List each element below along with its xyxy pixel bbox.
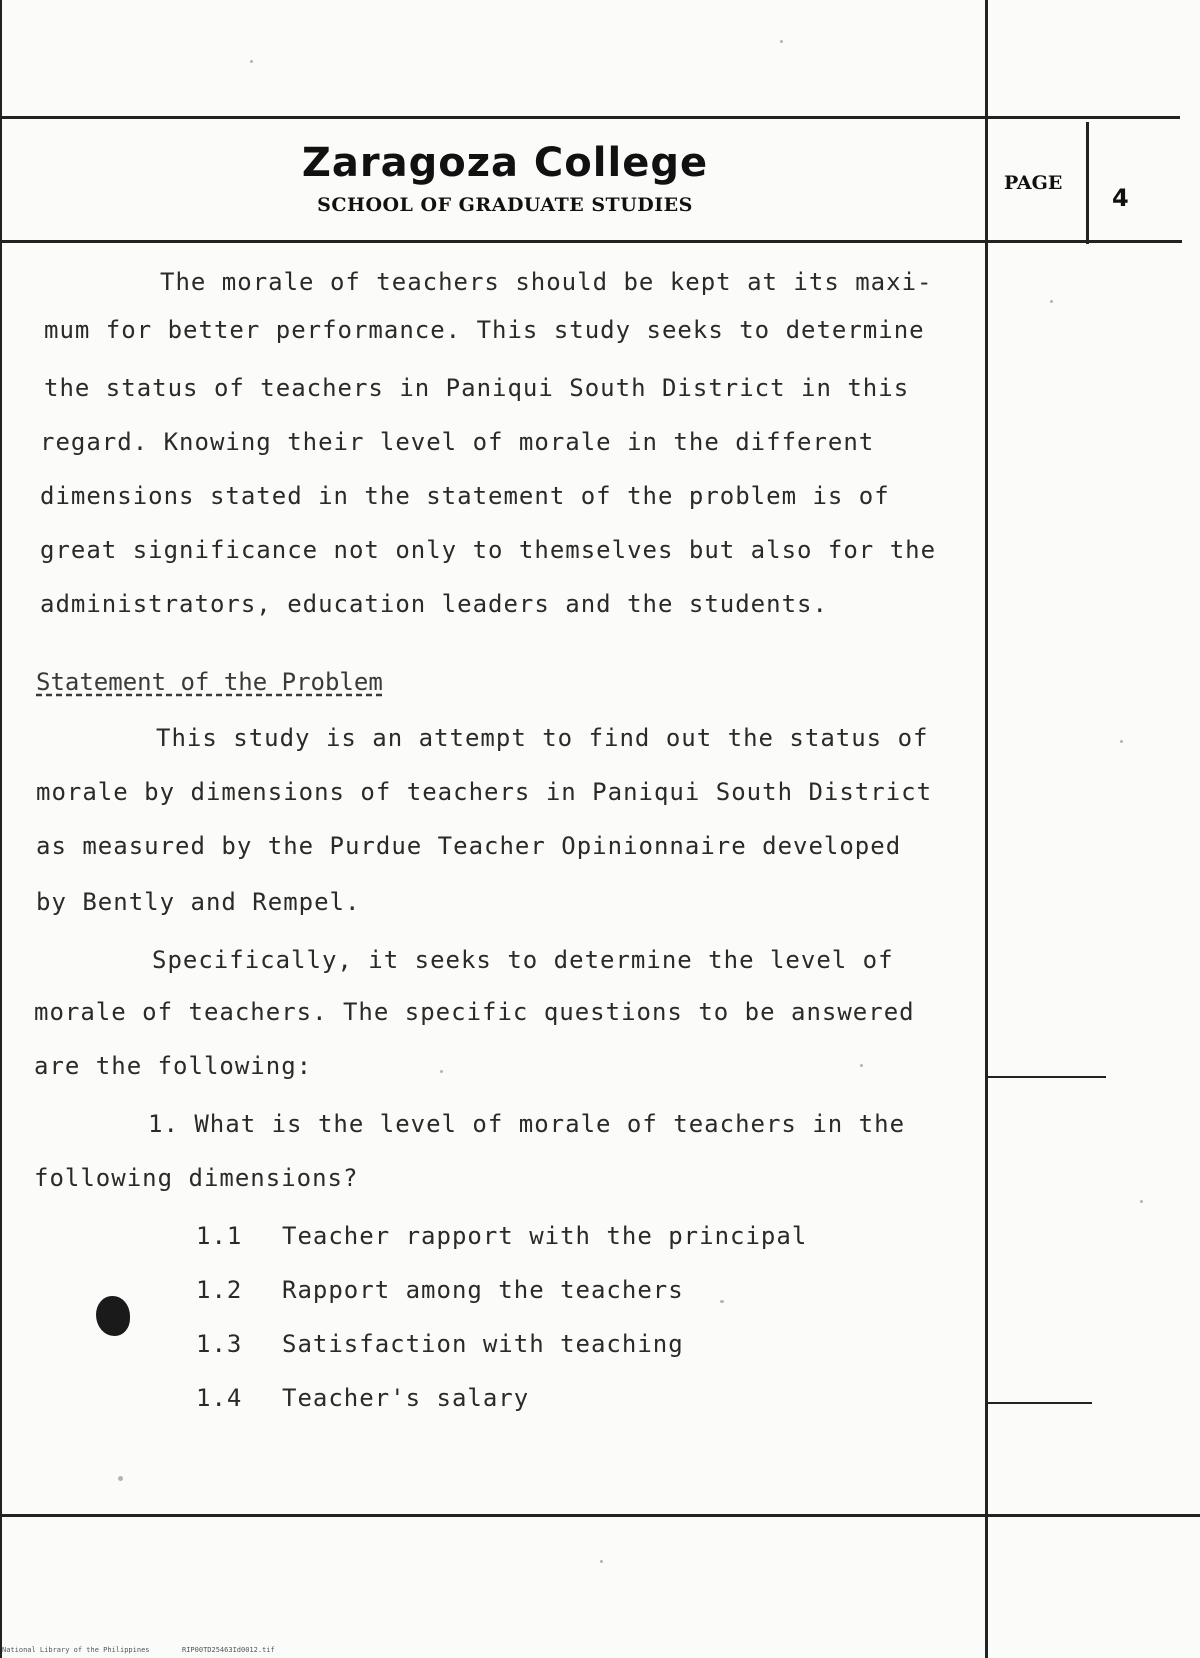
specific-line-1: Specifically, it seeks to determine the level of <box>152 946 894 974</box>
dust-speck <box>1120 740 1123 743</box>
footer-rule <box>0 1514 1200 1517</box>
dust-speck <box>250 60 253 63</box>
dimension-text: Teacher rapport with the principal <box>282 1222 808 1250</box>
dimension-number: 1.1 <box>196 1222 243 1250</box>
specific-line-3: are the following: <box>34 1052 313 1080</box>
dimension-number: 1.4 <box>196 1384 243 1412</box>
dimension-item <box>196 1384 529 1412</box>
dust-speck <box>860 1064 863 1067</box>
dust-speck <box>600 1560 603 1563</box>
dust-speck <box>118 1476 123 1481</box>
page-number: 4 <box>1112 184 1129 212</box>
problem-line-3: as measured by the Purdue Teacher Opinionnaire developed <box>36 832 902 860</box>
specific-line-2: morale of teachers. The specific questions to be answered <box>34 998 915 1026</box>
margin-tick-2 <box>988 1402 1092 1404</box>
dimension-text: Teacher's salary <box>282 1384 530 1412</box>
intro-line-1: The morale of teachers should be kept at its maxi- <box>160 268 933 296</box>
file-id: RIP00TD25463Id0012.tif <box>182 1646 275 1654</box>
problem-line-4: by Bently and Rempel. <box>36 888 361 916</box>
library-note: National Library of the Philippines <box>2 1646 150 1654</box>
intro-line-3: the status of teachers in Paniqui South District in this <box>44 374 910 402</box>
margin-vertical-rule <box>985 0 988 1658</box>
dust-speck <box>720 1300 724 1303</box>
dimension-text: Satisfaction with teaching <box>282 1330 684 1358</box>
dimension-text: Rapport among the teachers <box>282 1276 684 1304</box>
margin-tick-1 <box>988 1076 1106 1078</box>
question-1-line-2: following dimensions? <box>34 1164 359 1192</box>
problem-line-1: This study is an attempt to find out the status of <box>156 724 929 752</box>
header-bottom-rule <box>0 240 1182 243</box>
dust-speck <box>440 1070 443 1073</box>
dust-speck <box>1050 300 1053 303</box>
header-top-rule <box>0 116 1180 119</box>
intro-line-2: mum for better performance. This study seeks to determine <box>44 316 925 344</box>
intro-line-5: dimensions stated in the statement of the problem is of <box>40 482 890 510</box>
intro-line-7: administrators, education leaders and the students. <box>40 590 828 618</box>
school-name: SCHOOL OF GRADUATE STUDIES <box>317 194 693 216</box>
section-heading: Statement of the Problem <box>36 668 383 696</box>
dust-speck <box>1140 1200 1143 1203</box>
problem-line-2: morale by dimensions of teachers in Paniqui South District <box>36 778 933 806</box>
ink-blot <box>96 1296 130 1336</box>
dimension-item <box>196 1276 684 1304</box>
intro-line-4: regard. Knowing their level of morale in the different <box>40 428 875 456</box>
page-label: PAGE <box>1004 172 1063 194</box>
page-box-divider <box>1086 122 1089 244</box>
left-edge-mark <box>0 0 2 1658</box>
dimension-item <box>196 1222 807 1250</box>
college-name: Zaragoza College <box>301 140 709 186</box>
dust-speck <box>780 40 783 43</box>
dimension-number: 1.3 <box>196 1330 243 1358</box>
dimension-item <box>196 1330 684 1358</box>
intro-line-6: great significance not only to themselves but also for the <box>40 536 937 564</box>
dimension-number: 1.2 <box>196 1276 243 1304</box>
question-1-line-1: 1. What is the level of morale of teachers in the <box>148 1110 906 1138</box>
